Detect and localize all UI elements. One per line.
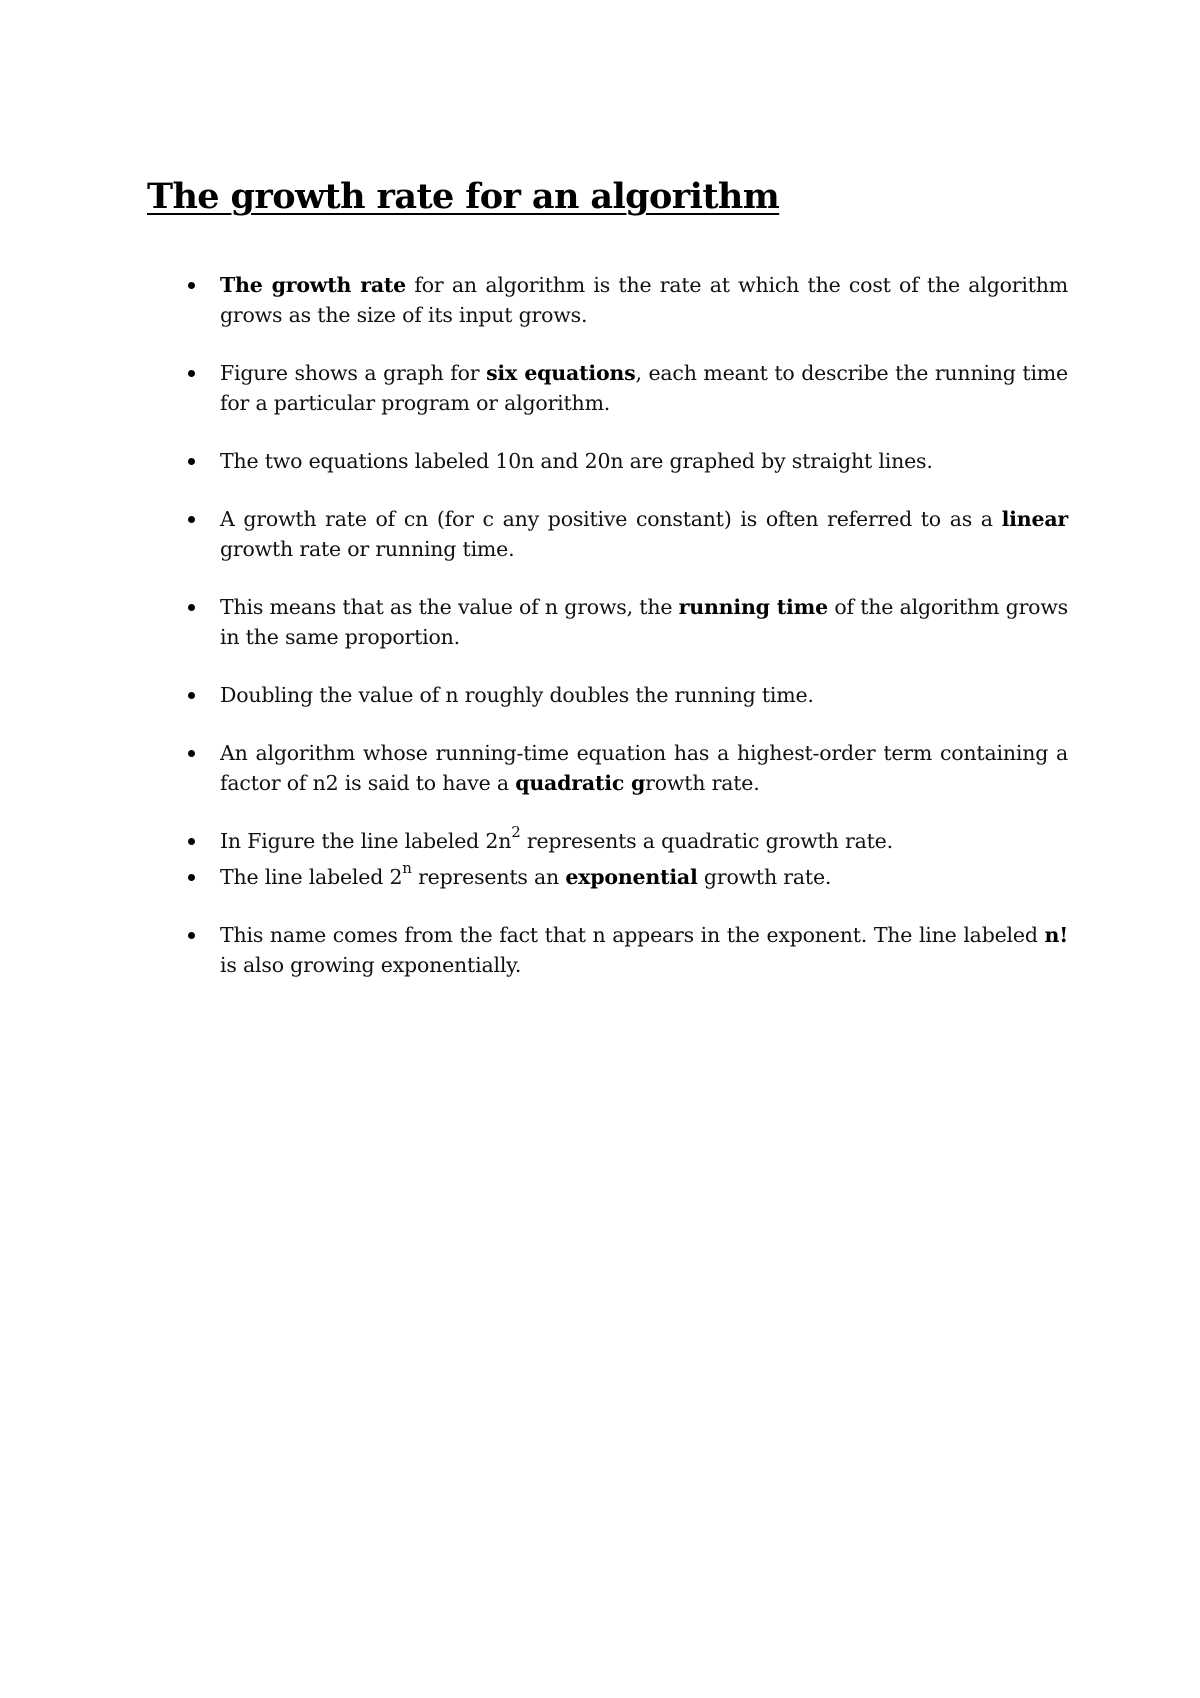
bullet-dot-icon [188, 838, 195, 845]
bullet-text: Figure shows a graph for [220, 361, 487, 385]
bullet-text: This means that as the value of n grows, the [220, 595, 679, 619]
bullet-dot-icon [188, 874, 195, 881]
bold-term: linear [1001, 507, 1068, 531]
bullet-dot-icon [188, 516, 195, 523]
bullet-text: In Figure the line labeled 2n [220, 829, 512, 853]
bullet-dot-icon [188, 604, 195, 611]
bullet-item-growth-rate-definition [180, 270, 1068, 330]
bullet-text: An algorithm whose running-time equation has a highest-order term containing a factor of n2 is said to have a [220, 741, 1068, 795]
bullet-dot-icon [188, 932, 195, 939]
bullet-item-linear [180, 504, 1068, 564]
bold-term: exponential [565, 865, 698, 889]
bullet-text: represents an [411, 865, 566, 889]
bullet-list [180, 270, 1068, 980]
bullet-text: of the algorithm grows in the same proportion. [220, 595, 1068, 649]
bullet-text: Doubling the value of n roughly doubles the running time. [220, 683, 814, 707]
bullet-dot-icon [188, 692, 195, 699]
page-title: The growth rate for an algorithm [147, 176, 780, 217]
bullet-text: growth rate. [697, 865, 832, 889]
bullet-text: represents a quadratic growth rate. [520, 829, 893, 853]
bullet-item-quadratic [180, 738, 1068, 798]
bullet-dot-icon [188, 370, 195, 377]
bullet-item-n-factorial [180, 920, 1068, 980]
bullet-item-running-time [180, 592, 1068, 652]
bullet-text: A growth rate of cn (for c any positive constant) is often referred to as a [220, 507, 1002, 531]
bullet-text: for an algorithm is the rate at which the cost of the algorithm grows as the size of its input grows. [220, 273, 1068, 327]
bullet-text: The line labeled 2 [220, 865, 403, 889]
bullet-text: is also growing exponentially. [220, 953, 522, 977]
bullet-item-straight-lines [180, 446, 1068, 476]
bullet-item-doubling [180, 680, 1068, 710]
bullet-item-exponential [180, 859, 1068, 892]
bullet-text: The two equations labeled 10n and 20n are graphed by straight lines. [220, 449, 933, 473]
bullet-text: growth rate or running time. [220, 537, 515, 561]
bullet-dot-icon [188, 282, 195, 289]
bullet-dot-icon [188, 458, 195, 465]
bullet-item-six-equations [180, 358, 1068, 418]
bullet-text: This name comes from the fact that n appears in the exponent. The line labeled [220, 923, 1045, 947]
bold-term: n! [1044, 923, 1068, 947]
bold-term: The growth rate [220, 273, 407, 297]
bold-term: running time [678, 595, 828, 619]
bullet-text: , each meant to describe the running time for a particular program or algorithm. [220, 361, 1068, 415]
superscript: n [402, 859, 412, 878]
bullet-item-2n-squared [180, 823, 1068, 856]
bold-term: quadratic g [515, 771, 646, 795]
bullet-text: rowth rate. [645, 771, 760, 795]
superscript: 2 [511, 823, 521, 842]
bold-term: six equations [486, 361, 636, 385]
bullet-dot-icon [188, 750, 195, 757]
